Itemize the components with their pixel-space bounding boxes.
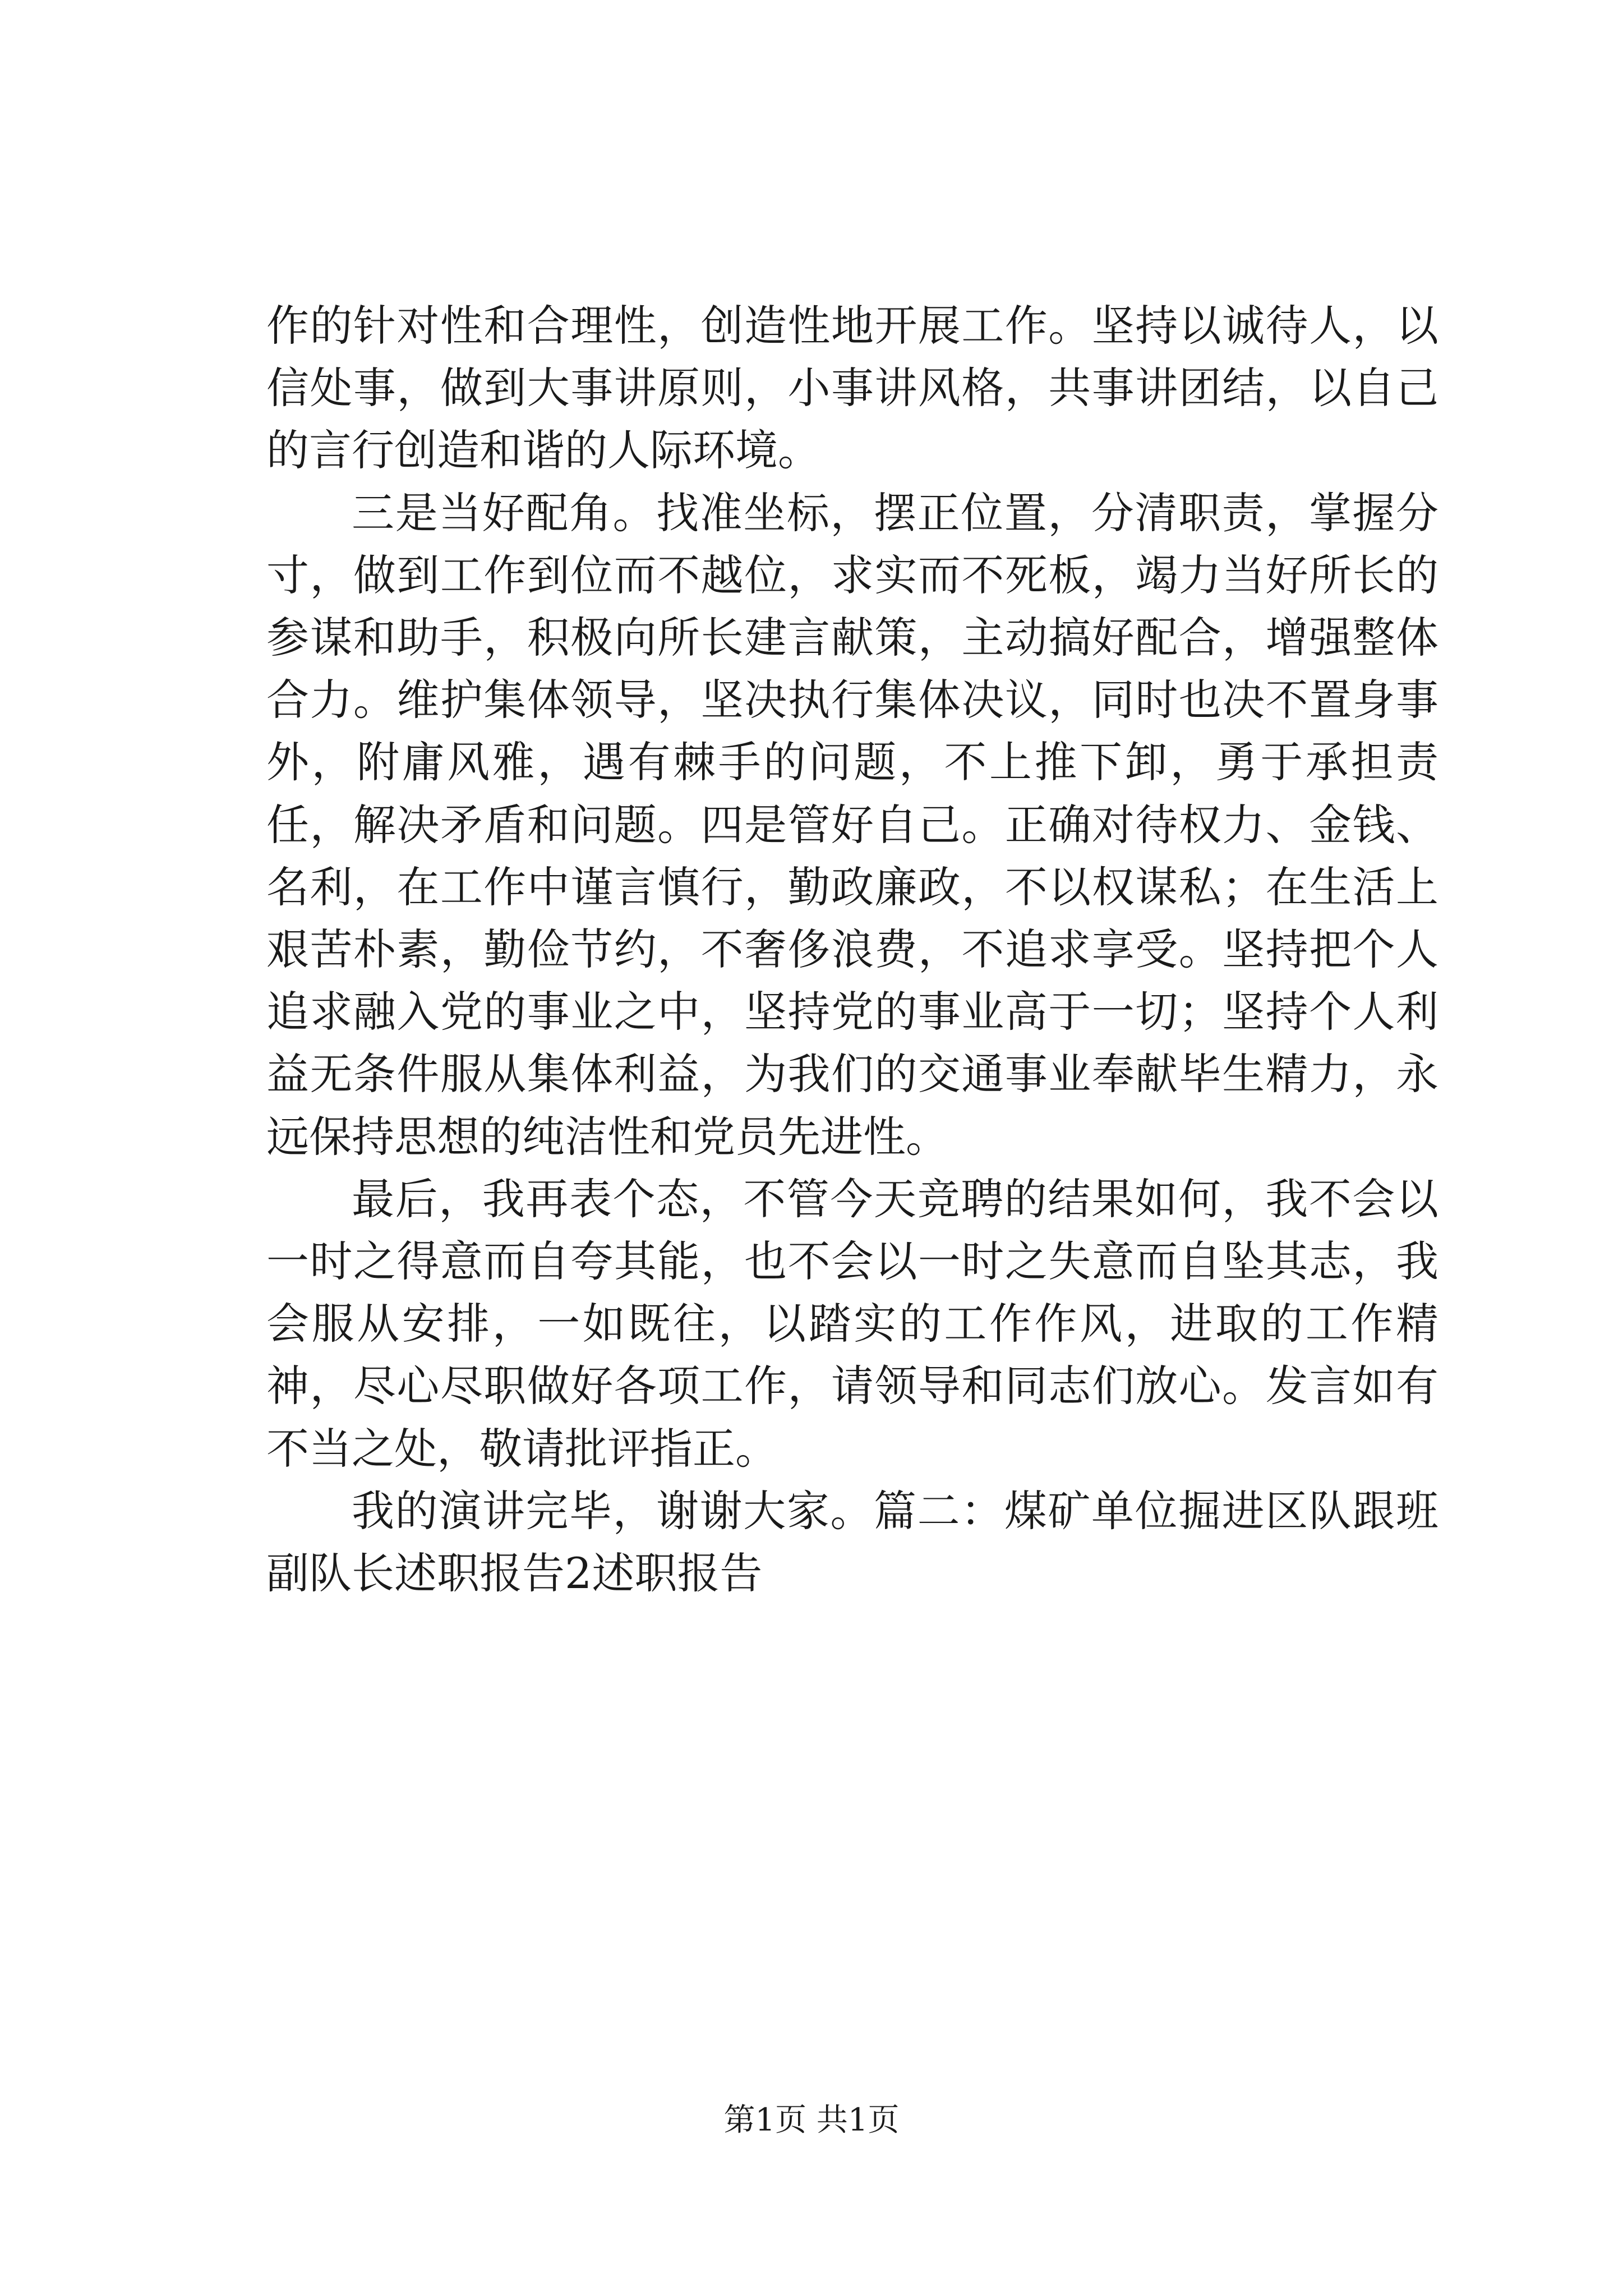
page-footer: 第1页 共1页 [723, 2102, 900, 2138]
paragraph-supporting-role: 三是当好配角。找准坐标，摆正位置，分清职责，掌握分寸，做到工作到位而不越位，求实而不死板，竭力当好所长的参谋和助手，积极向所长建言献策，主动搞好配合，增强整体合力。维护集体领导，坚决执行集体决议，同时也决不置身事外，附庸风雅，遇有棘手的问题，不上推下卸，勇于承担责任，解决矛盾和问题。四是管好自己。正确对待权力、金钱、名利，在工作中谨言慎行，勤政廉政，不以权谋私；在生活上艰苦朴素，勤俭节约，不奢侈浪费，不追求享受。坚持把个人追求融入党的事业之中，坚持党的事业高于一切；坚持个人利益无条件服从集体利益，为我们的交通事业奉献毕生精力，永远保持思想的纯洁性和党员先进性。 [266, 487, 1438, 1162]
paragraph-speech-end: 我的演讲完毕，谢谢大家。篇二：煤矿单位掘进区队跟班副队长述职报告2述职报告 [266, 1485, 1438, 1599]
paragraph-closing-statement: 最后，我再表个态，不管今天竞聘的结果如何，我不会以一时之得意而自夸其能，也不会以一时之失意而自坠其志，我会服从安排，一如既往，以踏实的工作作风，进取的工作精神，尽心尽职做好各项工作，请领导和同志们放心。发言如有不当之处，敬请批评指正。 [266, 1174, 1438, 1474]
paragraph-continued: 作的针对性和合理性，创造性地开展工作。坚持以诚待人，以信处事，做到大事讲原则，小事讲风格，共事讲团结，以自己的言行创造和谐的人际环境。 [266, 301, 1438, 476]
document-body [266, 295, 1438, 1604]
